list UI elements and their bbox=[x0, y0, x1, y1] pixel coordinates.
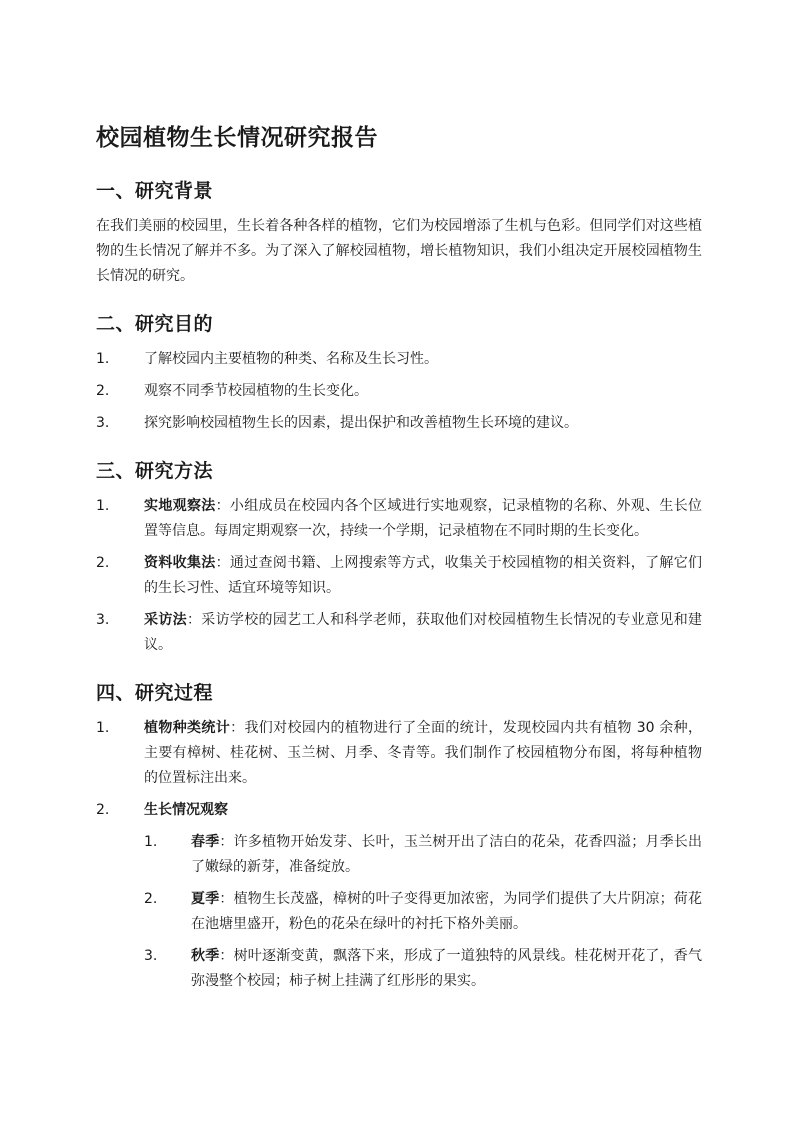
process-label: 植物种类统计 bbox=[144, 720, 231, 736]
season-description: ：植物生长茂盛，樟树的叶子变得更加浓密，为同学们提供了大片阴凉；荷花在池塘里盛开，粉色的花朵在绿叶的衬托下格外美丽。 bbox=[191, 891, 703, 932]
method-label: 实地观察法 bbox=[144, 498, 216, 514]
process-description: ：我们对校园内的植物进行了全面的统计，发现校园内共有植物 30 余种，主要有樟树、桂花树、玉兰树、月季、冬青等。我们制作了校园植物分布图，将每种植物的位置标注出来。 bbox=[144, 720, 703, 786]
section-heading-background: 一、研究背景 bbox=[96, 180, 214, 202]
document-page bbox=[96, 122, 702, 1016]
section-heading-methods: 三、研究方法 bbox=[96, 460, 214, 482]
list-text bbox=[144, 608, 702, 658]
list-number: 3. bbox=[144, 948, 158, 964]
methods-list bbox=[96, 494, 702, 658]
season-description: ：树叶逐渐变黄，飘落下来，形成了一道独特的风景线。桂花树开花了，香气弥漫整个校园；柿子树上挂满了红彤彤的果实。 bbox=[191, 948, 703, 989]
season-label: 春季 bbox=[191, 834, 220, 850]
list-number: 2. bbox=[96, 383, 110, 399]
list-text: 了解校园内主要植物的种类、名称及生长习性。 bbox=[144, 351, 438, 367]
season-label: 秋季 bbox=[191, 948, 220, 964]
process-list bbox=[96, 716, 702, 994]
list-number: 2. bbox=[96, 802, 110, 818]
list-number: 2. bbox=[144, 891, 158, 907]
list-item bbox=[96, 347, 702, 372]
list-item bbox=[96, 551, 702, 601]
list-text: 探究影响校园植物生长的因素，提出保护和改善植物生长环境的建议。 bbox=[144, 415, 578, 431]
list-number: 1. bbox=[96, 351, 110, 367]
section-heading-purpose: 二、研究目的 bbox=[96, 313, 214, 335]
list-item bbox=[96, 379, 702, 404]
method-label: 采访法 bbox=[144, 612, 187, 628]
list-text: 观察不同季节校园植物的生长变化。 bbox=[144, 383, 368, 399]
list-item bbox=[96, 608, 702, 658]
list-number: 1. bbox=[144, 834, 158, 850]
season-item bbox=[96, 887, 702, 937]
season-item bbox=[96, 830, 702, 880]
season-list bbox=[96, 830, 702, 994]
list-number: 3. bbox=[96, 612, 110, 628]
method-description: ：通过查阅书籍、上网搜索等方式，收集关于校园植物的相关资料，了解它们的生长习性、适宜环境等知识。 bbox=[144, 555, 703, 596]
season-item bbox=[96, 944, 702, 994]
method-description: ：小组成员在校园内各个区域进行实地观察，记录植物的名称、外观、生长位置等信息。每周定期观察一次，持续一个学期，记录植物在不同时期的生长变化。 bbox=[144, 498, 703, 539]
method-description: ：采访学校的园艺工人和科学老师，获取他们对校园植物生长情况的专业意见和建议。 bbox=[144, 612, 703, 653]
list-number: 3. bbox=[96, 415, 110, 431]
purpose-list bbox=[96, 347, 702, 436]
list-item bbox=[96, 494, 702, 544]
section-heading-process: 四、研究过程 bbox=[96, 682, 214, 704]
document-title: 校园植物生长情况研究报告 bbox=[96, 125, 378, 151]
list-number: 2. bbox=[96, 555, 110, 571]
method-label: 资料收集法 bbox=[144, 555, 216, 571]
season-description: ：许多植物开始发芽、长叶，玉兰树开出了洁白的花朵，花香四溢；月季长出了嫩绿的新芽，准备绽放。 bbox=[191, 834, 703, 875]
list-number: 1. bbox=[96, 498, 110, 514]
list-text bbox=[144, 551, 702, 601]
background-paragraph: 在我们美丽的校园里，生长着各种各样的植物，它们为校园增添了生机与色彩。但同学们对这些植物的生长情况了解并不多。为了深入了解校园植物，增长植物知识，我们小组决定开展校园植物生长情况的研究。 bbox=[96, 218, 702, 284]
list-text bbox=[144, 716, 702, 791]
list-text bbox=[191, 830, 702, 880]
list-number: 1. bbox=[96, 720, 110, 736]
process-label: 生长情况观察 bbox=[144, 802, 228, 818]
list-item bbox=[96, 411, 702, 436]
list-text bbox=[144, 494, 702, 544]
list-text bbox=[191, 944, 702, 994]
list-item bbox=[96, 798, 702, 994]
season-label: 夏季 bbox=[191, 891, 220, 907]
list-item bbox=[96, 716, 702, 791]
list-text bbox=[191, 887, 702, 937]
